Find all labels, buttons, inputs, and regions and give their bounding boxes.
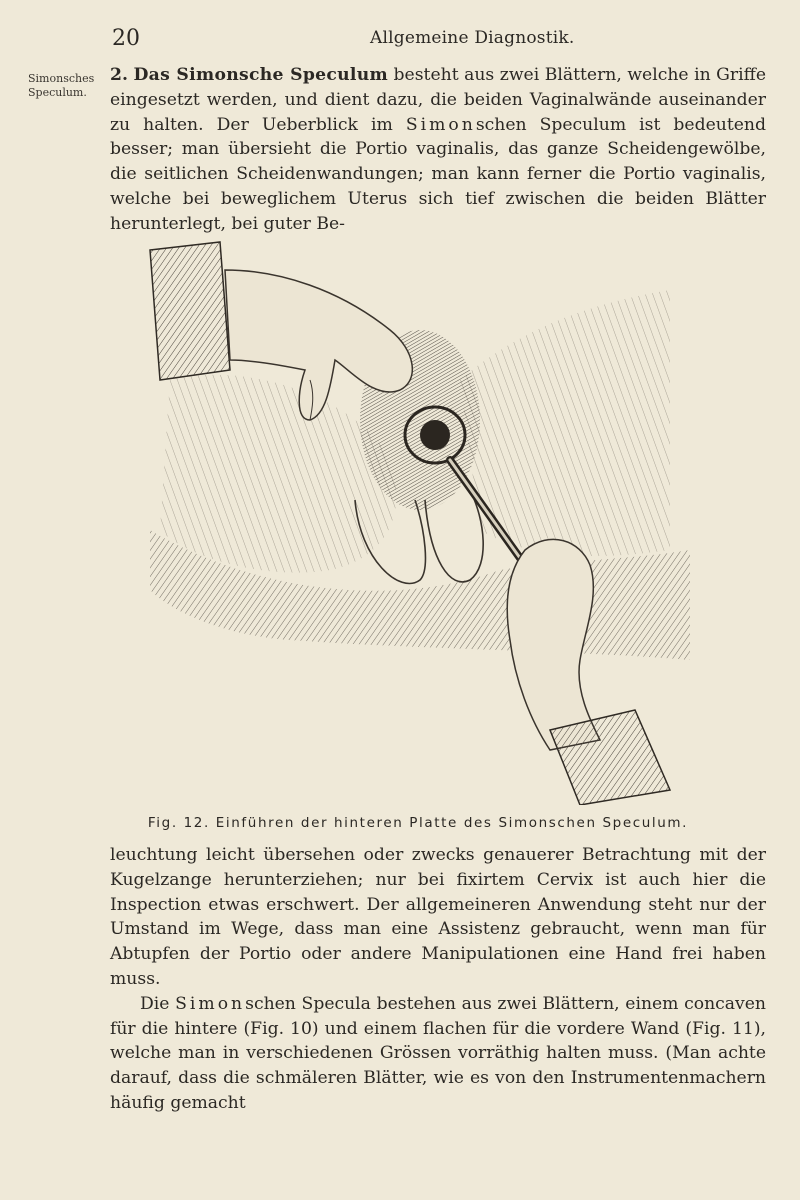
speculum-engraving [130, 230, 690, 805]
paragraph-simon-specula [110, 992, 766, 1116]
paragraph-text-continued: leuchtung leicht übersehen oder zwecks genauerer Betrachtung mit der Kugelzange herunterziehen; nur bei fixirtem Cervix ist auch hier die Inspection etwas erschwert. Der allgemeineren Anwendung steht nur der Umstand im Wege, dass man eine Assistenz gebraucht, wenn man für Abtupfen der Portio oder andere Manipulationen eine Hand frei haben muss. [110, 845, 766, 989]
paragraph-text-a: besteht aus zwei Blättern, welche in Griffe eingesetzt werden, und dient dazu, die beiden Vaginalwände auseinander zu halten. Der Ueberblick im [110, 65, 766, 135]
paragraph-lead: Die [140, 993, 170, 1014]
page-number: 20 [112, 26, 140, 51]
paragraph-continued [110, 843, 766, 1116]
section-heading: Das Simonsche Speculum [133, 65, 389, 85]
figure-caption-text: Einführen der hinteren Platte des Simonschen Speculum. [215, 815, 689, 831]
figure-caption [118, 815, 718, 831]
section-number: 2. [110, 65, 128, 85]
paragraph-simonsches-speculum [110, 63, 766, 237]
author-name-2: Simon [175, 993, 246, 1014]
figure-label: Fig. 12. [147, 815, 210, 831]
margin-note: Simonsches Speculum. [28, 72, 95, 99]
author-name: Simon [405, 114, 476, 135]
paragraph-text-b: schen Speculum ist bedeutend besser; man übersieht die Portio vaginalis, das ganze Scheidengewölbe, die seitlichen Scheidenwandungen; man kann ferner die Portio vaginalis, welche bei beweglichem Uterus sich tief zwischen die beiden Blätter herunterlegt, bei guter Be- [110, 114, 766, 234]
running-head: Allgemeine Diagnostik. [370, 28, 575, 48]
paragraph-text-c: schen Specula bestehen aus zwei Blättern, einem concaven für die hintere (Fig. 10) und einem flachen für die vordere Wand (Fig. 11), welche man in verschiedenen Grössen vorräthig halten muss. (Man achte darauf, dass die schmäleren Blätter, wie es von den Instrumentenmachern häufig gemacht [110, 993, 767, 1113]
figure-illustration [130, 230, 690, 805]
